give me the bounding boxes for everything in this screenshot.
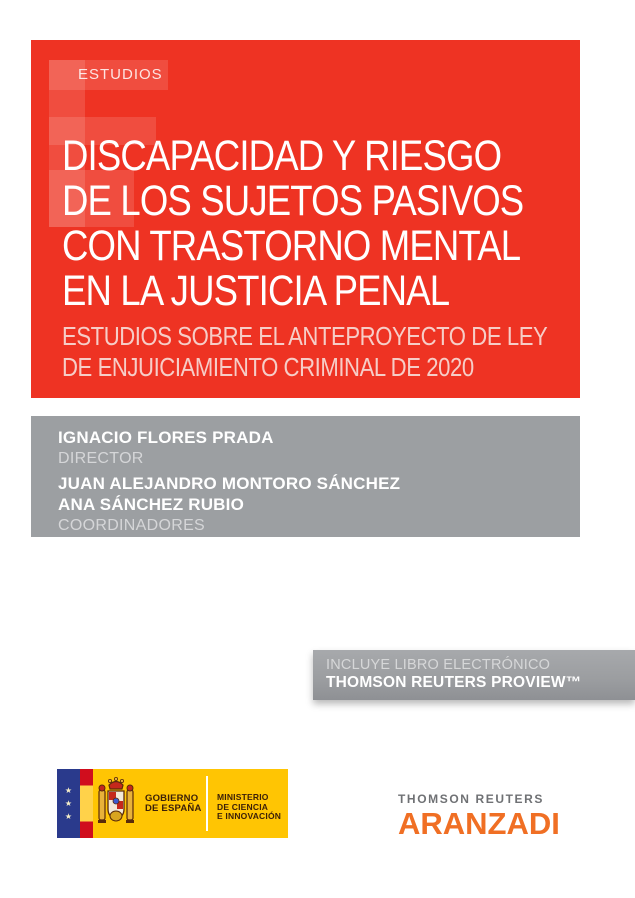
government-logo bbox=[57, 769, 288, 838]
government-logo-body bbox=[93, 769, 288, 838]
subtitle-line: ESTUDIOS SOBRE EL ANTEPROYECTO DE LEY bbox=[62, 321, 548, 351]
director-name: IGNACIO FLORES PRADA bbox=[58, 428, 274, 447]
spain-flag-strip bbox=[80, 769, 93, 838]
eu-star-icon: ★ bbox=[64, 785, 73, 795]
ministry-line: DE CIENCIA bbox=[217, 801, 269, 812]
eu-flag-strip bbox=[57, 769, 80, 838]
ebook-band bbox=[313, 650, 635, 700]
ministry-line: MINISTERIO bbox=[217, 792, 269, 802]
coordinator-name: ANA SÁNCHEZ RUBIO bbox=[58, 495, 244, 514]
ebook-band-line2: THOMSON REUTERS PROVIEW™ bbox=[326, 674, 582, 691]
title-line: DISCAPACIDAD Y RIESGO bbox=[62, 132, 502, 180]
publisher-group-name: THOMSON REUTERS bbox=[398, 792, 545, 806]
publisher-logo bbox=[398, 792, 560, 840]
publisher-brand-name: ARANZADI bbox=[398, 806, 560, 841]
cover-red-panel bbox=[31, 40, 580, 398]
director-role: DIRECTOR bbox=[58, 450, 144, 467]
title-line: CON TRASTORNO MENTAL bbox=[62, 222, 521, 270]
eu-star-icon: ★ bbox=[64, 811, 73, 821]
title-line: DE LOS SUJETOS PASIVOS bbox=[62, 177, 524, 225]
coordinators-role: COORDINADORES bbox=[58, 517, 206, 534]
subtitle-line: DE ENJUICIAMIENTO CRIMINAL DE 2020 bbox=[62, 352, 474, 382]
eu-star-icon: ★ bbox=[64, 798, 73, 808]
ebook-band-line1: INCLUYE LIBRO ELECTRÓNICO bbox=[326, 657, 551, 673]
series-label: ESTUDIOS bbox=[78, 66, 163, 83]
logo-divider bbox=[206, 776, 208, 831]
book-title bbox=[62, 134, 606, 383]
ministry-line: E INNOVACIÓN bbox=[217, 811, 282, 821]
spain-coat-of-arms-icon bbox=[97, 776, 135, 832]
gov-entity-line: GOBIERNO bbox=[145, 793, 199, 804]
book-subtitle bbox=[62, 321, 606, 383]
authors-panel bbox=[31, 416, 580, 537]
government-entity-name bbox=[145, 794, 207, 813]
ministry-name bbox=[217, 793, 281, 822]
gov-entity-line: DE ESPAÑA bbox=[145, 802, 202, 814]
coordinator-name: JUAN ALEJANDRO MONTORO SÁNCHEZ bbox=[58, 474, 401, 493]
title-line: EN LA JUSTICIA PENAL bbox=[62, 267, 450, 315]
